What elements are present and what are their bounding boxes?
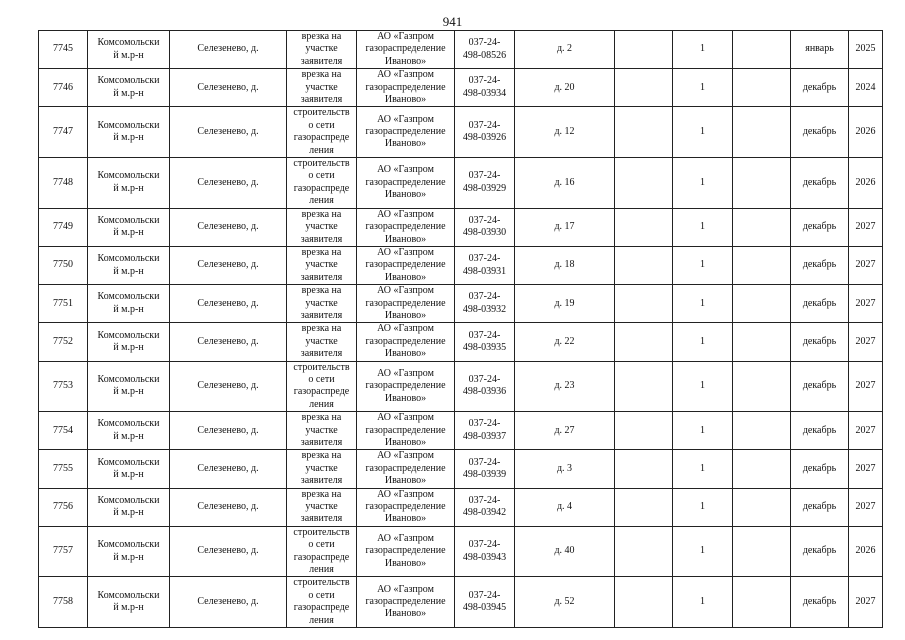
cell-quantity: 1: [673, 450, 733, 488]
cell-quantity: 1: [673, 577, 733, 628]
cell-house: д. 22: [515, 323, 615, 361]
cell-locality: Селезенево, д.: [170, 208, 287, 246]
cell-year: 2025: [849, 31, 883, 69]
cell-district: Комсомольски й м.р-н: [88, 246, 170, 284]
table-row: [39, 285, 883, 323]
cell-empty: [615, 158, 673, 209]
cell-work-type: строительств о сети газораспреде ления: [287, 107, 357, 158]
cell-quantity: 1: [673, 412, 733, 450]
cell-empty: [615, 208, 673, 246]
cell-empty: [615, 361, 673, 412]
cell-number: 7748: [39, 158, 88, 209]
cell-number: 7745: [39, 31, 88, 69]
cell-code: 037-24- 498-03932: [455, 285, 515, 323]
cell-empty: [733, 208, 791, 246]
cell-work-type: строительств о сети газораспреде ления: [287, 577, 357, 628]
cell-quantity: 1: [673, 526, 733, 577]
cell-month: декабрь: [791, 158, 849, 209]
table-row: [39, 31, 883, 69]
cell-work-type: врезка на участке заявителя: [287, 31, 357, 69]
table-row: [39, 246, 883, 284]
cell-number: 7746: [39, 69, 88, 107]
cell-work-type: врезка на участке заявителя: [287, 285, 357, 323]
cell-empty: [733, 488, 791, 526]
cell-organization: АО «Газпром газораспределение Иваново»: [357, 361, 455, 412]
cell-locality: Селезенево, д.: [170, 69, 287, 107]
cell-house: д. 27: [515, 412, 615, 450]
table-row: [39, 450, 883, 488]
cell-quantity: 1: [673, 107, 733, 158]
cell-work-type: строительств о сети газораспреде ления: [287, 158, 357, 209]
cell-empty: [615, 246, 673, 284]
cell-empty: [615, 31, 673, 69]
cell-year: 2027: [849, 412, 883, 450]
table-row: [39, 412, 883, 450]
cell-organization: АО «Газпром газораспределение Иваново»: [357, 246, 455, 284]
cell-empty: [733, 158, 791, 209]
cell-organization: АО «Газпром газораспределение Иваново»: [357, 158, 455, 209]
cell-number: 7750: [39, 246, 88, 284]
cell-quantity: 1: [673, 31, 733, 69]
cell-quantity: 1: [673, 361, 733, 412]
cell-code: 037-24- 498-03945: [455, 577, 515, 628]
cell-district: Комсомольски й м.р-н: [88, 31, 170, 69]
cell-code: 037-24- 498-08526: [455, 31, 515, 69]
cell-month: декабрь: [791, 526, 849, 577]
cell-locality: Селезенево, д.: [170, 158, 287, 209]
cell-year: 2027: [849, 577, 883, 628]
cell-empty: [733, 285, 791, 323]
cell-locality: Селезенево, д.: [170, 526, 287, 577]
cell-empty: [615, 285, 673, 323]
cell-organization: АО «Газпром газораспределение Иваново»: [357, 577, 455, 628]
cell-month: декабрь: [791, 69, 849, 107]
cell-organization: АО «Газпром газораспределение Иваново»: [357, 450, 455, 488]
cell-district: Комсомольски й м.р-н: [88, 285, 170, 323]
cell-locality: Селезенево, д.: [170, 450, 287, 488]
cell-number: 7749: [39, 208, 88, 246]
cell-house: д. 18: [515, 246, 615, 284]
cell-organization: АО «Газпром газораспределение Иваново»: [357, 323, 455, 361]
cell-year: 2027: [849, 285, 883, 323]
cell-year: 2026: [849, 526, 883, 577]
cell-locality: Селезенево, д.: [170, 577, 287, 628]
cell-number: 7752: [39, 323, 88, 361]
cell-house: д. 19: [515, 285, 615, 323]
cell-work-type: врезка на участке заявителя: [287, 450, 357, 488]
gasification-table: [38, 30, 883, 628]
cell-empty: [733, 31, 791, 69]
table-row: [39, 488, 883, 526]
cell-work-type: врезка на участке заявителя: [287, 246, 357, 284]
cell-code: 037-24- 498-03926: [455, 107, 515, 158]
cell-district: Комсомольски й м.р-н: [88, 450, 170, 488]
cell-month: декабрь: [791, 361, 849, 412]
cell-code: 037-24- 498-03930: [455, 208, 515, 246]
cell-empty: [615, 577, 673, 628]
cell-month: декабрь: [791, 488, 849, 526]
cell-number: 7747: [39, 107, 88, 158]
cell-quantity: 1: [673, 488, 733, 526]
table-row: [39, 107, 883, 158]
cell-quantity: 1: [673, 285, 733, 323]
cell-empty: [733, 361, 791, 412]
cell-house: д. 23: [515, 361, 615, 412]
table-row: [39, 69, 883, 107]
cell-year: 2024: [849, 69, 883, 107]
cell-code: 037-24- 498-03931: [455, 246, 515, 284]
cell-month: декабрь: [791, 107, 849, 158]
cell-code: 037-24- 498-03929: [455, 158, 515, 209]
cell-empty: [733, 323, 791, 361]
cell-number: 7754: [39, 412, 88, 450]
cell-locality: Селезенево, д.: [170, 31, 287, 69]
cell-locality: Селезенево, д.: [170, 412, 287, 450]
cell-house: д. 16: [515, 158, 615, 209]
cell-work-type: строительств о сети газораспреде ления: [287, 361, 357, 412]
cell-work-type: врезка на участке заявителя: [287, 488, 357, 526]
cell-number: 7757: [39, 526, 88, 577]
cell-quantity: 1: [673, 208, 733, 246]
cell-year: 2027: [849, 208, 883, 246]
cell-empty: [733, 450, 791, 488]
cell-locality: Селезенево, д.: [170, 323, 287, 361]
cell-year: 2027: [849, 323, 883, 361]
cell-house: д. 40: [515, 526, 615, 577]
cell-code: 037-24- 498-03935: [455, 323, 515, 361]
cell-organization: АО «Газпром газораспределение Иваново»: [357, 412, 455, 450]
cell-quantity: 1: [673, 323, 733, 361]
cell-month: декабрь: [791, 246, 849, 284]
cell-number: 7755: [39, 450, 88, 488]
cell-number: 7758: [39, 577, 88, 628]
cell-empty: [615, 107, 673, 158]
cell-empty: [733, 412, 791, 450]
cell-district: Комсомольски й м.р-н: [88, 158, 170, 209]
cell-code: 037-24- 498-03937: [455, 412, 515, 450]
table-row: [39, 208, 883, 246]
cell-house: д. 2: [515, 31, 615, 69]
cell-locality: Селезенево, д.: [170, 361, 287, 412]
cell-number: 7751: [39, 285, 88, 323]
cell-empty: [733, 107, 791, 158]
cell-district: Комсомольски й м.р-н: [88, 577, 170, 628]
cell-number: 7756: [39, 488, 88, 526]
cell-work-type: врезка на участке заявителя: [287, 323, 357, 361]
cell-organization: АО «Газпром газораспределение Иваново»: [357, 526, 455, 577]
cell-month: январь: [791, 31, 849, 69]
cell-empty: [615, 69, 673, 107]
cell-month: декабрь: [791, 450, 849, 488]
cell-organization: АО «Газпром газораспределение Иваново»: [357, 488, 455, 526]
cell-empty: [615, 488, 673, 526]
table-row: [39, 577, 883, 628]
cell-house: д. 12: [515, 107, 615, 158]
cell-month: декабрь: [791, 285, 849, 323]
cell-code: 037-24- 498-03939: [455, 450, 515, 488]
cell-work-type: врезка на участке заявителя: [287, 69, 357, 107]
cell-empty: [615, 323, 673, 361]
cell-month: декабрь: [791, 208, 849, 246]
cell-year: 2027: [849, 488, 883, 526]
cell-empty: [733, 577, 791, 628]
cell-locality: Селезенево, д.: [170, 285, 287, 323]
cell-house: д. 4: [515, 488, 615, 526]
cell-district: Комсомольски й м.р-н: [88, 208, 170, 246]
table-row: [39, 158, 883, 209]
cell-month: декабрь: [791, 577, 849, 628]
cell-organization: АО «Газпром газораспределение Иваново»: [357, 107, 455, 158]
cell-work-type: врезка на участке заявителя: [287, 208, 357, 246]
cell-district: Комсомольски й м.р-н: [88, 412, 170, 450]
cell-quantity: 1: [673, 158, 733, 209]
cell-locality: Селезенево, д.: [170, 246, 287, 284]
cell-district: Комсомольски й м.р-н: [88, 323, 170, 361]
cell-work-type: врезка на участке заявителя: [287, 412, 357, 450]
cell-empty: [615, 412, 673, 450]
cell-house: д. 52: [515, 577, 615, 628]
cell-empty: [615, 450, 673, 488]
cell-locality: Селезенево, д.: [170, 488, 287, 526]
cell-district: Комсомольски й м.р-н: [88, 526, 170, 577]
cell-house: д. 3: [515, 450, 615, 488]
cell-organization: АО «Газпром газораспределение Иваново»: [357, 31, 455, 69]
cell-year: 2026: [849, 107, 883, 158]
cell-district: Комсомольски й м.р-н: [88, 107, 170, 158]
cell-code: 037-24- 498-03936: [455, 361, 515, 412]
cell-house: д. 17: [515, 208, 615, 246]
cell-empty: [733, 69, 791, 107]
page-number: 941: [442, 14, 463, 29]
cell-work-type: строительств о сети газораспреде ления: [287, 526, 357, 577]
cell-empty: [615, 526, 673, 577]
cell-year: 2027: [849, 361, 883, 412]
cell-organization: АО «Газпром газораспределение Иваново»: [357, 208, 455, 246]
cell-quantity: 1: [673, 246, 733, 284]
cell-year: 2027: [849, 450, 883, 488]
cell-number: 7753: [39, 361, 88, 412]
table-row: [39, 361, 883, 412]
cell-district: Комсомольски й м.р-н: [88, 361, 170, 412]
cell-year: 2027: [849, 246, 883, 284]
cell-house: д. 20: [515, 69, 615, 107]
table-row: [39, 526, 883, 577]
cell-month: декабрь: [791, 323, 849, 361]
cell-empty: [733, 246, 791, 284]
cell-month: декабрь: [791, 412, 849, 450]
cell-empty: [733, 526, 791, 577]
cell-year: 2026: [849, 158, 883, 209]
cell-organization: АО «Газпром газораспределение Иваново»: [357, 285, 455, 323]
table-row: [39, 323, 883, 361]
cell-district: Комсомольски й м.р-н: [88, 488, 170, 526]
cell-code: 037-24- 498-03934: [455, 69, 515, 107]
cell-organization: АО «Газпром газораспределение Иваново»: [357, 69, 455, 107]
cell-locality: Селезенево, д.: [170, 107, 287, 158]
cell-code: 037-24- 498-03943: [455, 526, 515, 577]
cell-district: Комсомольски й м.р-н: [88, 69, 170, 107]
cell-quantity: 1: [673, 69, 733, 107]
cell-code: 037-24- 498-03942: [455, 488, 515, 526]
